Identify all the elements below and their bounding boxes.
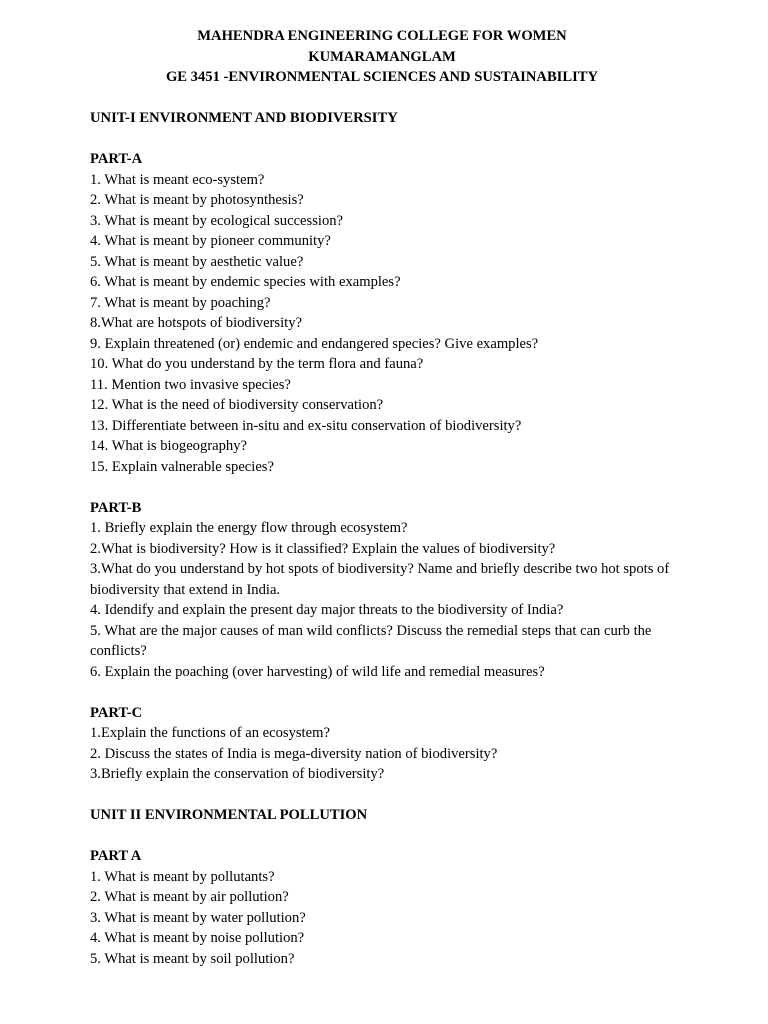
question-item: 2.What is biodiversity? How is it classified? Explain the values of biodiversity? [90,540,556,557]
question-item: 5. What is meant by soil pollution? [90,950,295,967]
question-item: 3.What do you understand by hot spots of biodiversity? Name and briefly describe two hot spots of biodiversity that extend in India. [90,561,670,598]
part-title: PART-A [90,151,143,167]
question-item: 13. Differentiate between in-situ and ex-situ conservation of biodiversity? [90,417,522,434]
question-item: 1. What is meant eco-system? [90,171,265,188]
college-location: KUMARAMANGLAM [308,48,456,65]
question-section [90,498,680,683]
question-item: 2. What is meant by air pollution? [90,889,289,905]
question-item: 1.Explain the functions of an ecosystem? [90,725,330,741]
question-item: 11. Mention two invasive species? [90,376,291,393]
course-title: GE 3451 -ENVIRONMENTAL SCIENCES AND SUSTAINABILITY [165,69,599,85]
college-name: MAHENDRA ENGINEERING COLLEGE FOR WOMEN [197,28,567,44]
document-page [90,26,680,969]
part-title: PART-B [90,499,142,516]
question-item: 6. What is meant by endemic species with examples? [90,274,401,290]
question-item: 15. Explain valnerable species? [90,458,274,475]
question-item: 2. What is meant by photosynthesis? [90,192,304,208]
part-title: PART A [90,848,142,864]
question-item: 3. What is meant by water pollution? [90,909,306,926]
question-item: 1. What is meant by pollutants? [90,868,275,885]
question-section [90,149,680,477]
units-container [90,108,680,969]
question-item: 7. What is meant by poaching? [90,294,271,311]
question-item: 5. What are the major causes of man wild conflicts? Discuss the remedial steps that can curb the conflicts? [90,622,652,659]
question-item: 12. What is the need of biodiversity conservation? [90,397,384,413]
question-section [90,846,680,969]
unit-title: UNIT II ENVIRONMENTAL POLLUTION [90,807,368,823]
question-item: 10. What do you understand by the term flora and fauna? [90,356,424,372]
question-item: 4. What is meant by noise pollution? [90,930,305,946]
question-item: 4. What is meant by pioneer community? [90,233,331,249]
question-item: 3. What is meant by ecological succession? [90,212,344,229]
question-item: 2. Discuss the states of India is mega-diversity nation of biodiversity? [90,745,498,762]
question-item: 9. Explain threatened (or) endemic and endangered species? Give examples? [90,335,539,352]
document-header [84,26,680,88]
question-item: 1. Briefly explain the energy flow through ecosystem? [90,520,408,536]
question-item: 14. What is biogeography? [90,438,247,454]
question-section [90,703,680,785]
unit-title: UNIT-I ENVIRONMENT AND BIODIVERSITY [90,110,398,126]
question-item: 3.Briefly explain the conservation of biodiversity? [90,766,385,782]
question-item: 5. What is meant by aesthetic value? [90,253,304,270]
part-title: PART-C [90,704,143,721]
question-item: 6. Explain the poaching (over harvesting) of wild life and remedial measures? [90,663,545,680]
question-item: 4. Idendify and explain the present day major threats to the biodiversity of India? [90,602,564,618]
question-item: 8.What are hotspots of biodiversity? [90,315,302,331]
